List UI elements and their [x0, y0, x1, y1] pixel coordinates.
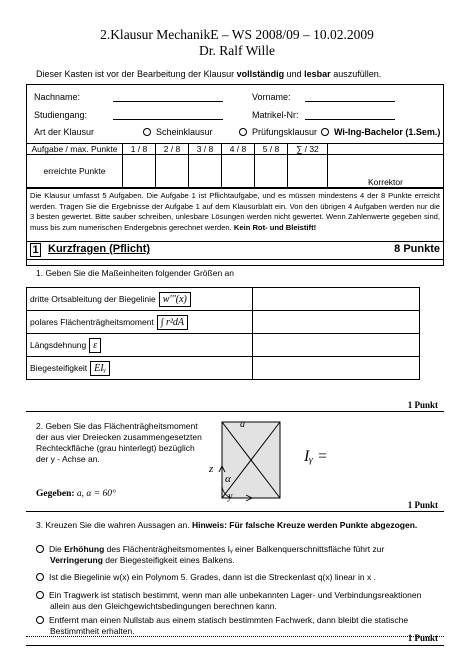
q2-line-4: der y - Achse an. [36, 454, 100, 464]
units-symbol: ∫ r²dA [157, 315, 188, 330]
q3-intro [36, 520, 417, 531]
table-row [27, 334, 420, 357]
q2-points: 1 Punkt [407, 500, 438, 510]
q2-line-2: der aus vier Dreiecken zusammengesetzten [36, 432, 202, 442]
score-row-label: erreichte Punkte [27, 155, 123, 188]
item-text: der Biegesteifigkeit eines Balkens. [102, 555, 235, 565]
score-col-4: 4 / 8 [222, 144, 255, 155]
item-text: Ein Tragwerk ist statisch bestimmt, wenn man alle unbekannten Lager- und Verbindungsreaktionen [49, 590, 422, 600]
q3-intro-text: 3. Kreuzen Sie die wahren Aussagen an. [36, 520, 192, 530]
units-symbol: w'''(x) [159, 292, 191, 307]
option-scheinklausur[interactable] [143, 127, 213, 137]
radio-circle-icon [143, 128, 151, 136]
score-head-label: Aufgabe / max. Punkte [27, 144, 123, 155]
score-col-3: 3 / 8 [189, 144, 222, 155]
units-symbol: ε [89, 338, 101, 353]
q3-item-4-cont: Bestimmtheit erhalten. [50, 626, 135, 636]
q2-line-1: 2. Geben Sie das Flächenträgheitsmoment [36, 421, 198, 431]
units-label: dritte Ortsableitung der Biegelinie [30, 293, 156, 304]
score-cell-1[interactable] [123, 155, 156, 188]
score-cell-sum[interactable] [288, 155, 328, 188]
var-z: z [209, 463, 214, 475]
table-row [27, 288, 420, 311]
q3-hint: Hinweis: Für falsche Kreuze werden Punkte abgezogen. [191, 520, 418, 530]
score-col-sum: ∑ / 32 [288, 144, 328, 155]
q3-item-4[interactable] [36, 615, 408, 626]
item-text: Entfernt man einen Nullstab aus einem statisch bestimmten Fachwerk, dann bleibt die statische [49, 615, 409, 625]
nachname-field[interactable] [113, 93, 223, 102]
q2-figure [200, 414, 320, 510]
vorname-field[interactable] [305, 93, 395, 102]
units-label: Längsdehnung [30, 339, 87, 350]
score-col-1: 1 / 8 [123, 144, 156, 155]
item-text: Ist die Biegelinie w(x) ein Polynom 5. Grades, dann ist die Streckenlast q(x) linear in x . [49, 572, 376, 582]
score-header-row [27, 144, 444, 155]
units-answer-cell[interactable] [253, 288, 420, 311]
option-scheinklausur-label: Scheinklausur [156, 127, 213, 137]
item-text: des Flächenträgheitsmomentes Iᵧ einer Balkenquerschnittsfläche führt zur [104, 544, 385, 554]
option-pruefungsklausur[interactable] [239, 127, 317, 137]
units-label: Biegesteifigkeit [30, 362, 88, 373]
score-points-row [27, 155, 444, 188]
korrektor-cell[interactable]: Korrektor [328, 155, 444, 188]
given-label: Gegeben: [36, 489, 75, 499]
intro-pre: Dieser Kasten ist vor der Bearbeitung der Klausur [36, 69, 237, 79]
exam-rules [30, 191, 440, 233]
item-bold: Verringerung [50, 555, 103, 565]
divider [26, 188, 444, 189]
q1-text: 1. Geben Sie die Maßeinheiten folgender Größen an [36, 268, 234, 278]
var-a: a [240, 419, 245, 430]
units-answer-cell[interactable] [253, 311, 420, 334]
q2-line-3: Rechteckfläche (grau hinterlegt) bezüglich [36, 443, 195, 453]
radio-circle-icon [321, 128, 329, 136]
q3-item-3-cont: allein aus den Gleichgewichtsbedingungen berechnen kann. [50, 601, 277, 611]
intro-bold-2: lesbar [304, 69, 331, 79]
nachname-label: Nachname: [34, 92, 81, 102]
matrikel-label: Matrikel-Nr: [252, 110, 299, 120]
rules-bold-end: Kein Rot- und Bleistift! [233, 222, 317, 232]
var-y: y [228, 491, 233, 502]
q3-points: 1 Punkt [407, 633, 438, 643]
q2-given [36, 489, 116, 500]
units-label-cell [27, 357, 253, 380]
q1-points: 1 Punkt [407, 400, 438, 410]
checkbox-circle-icon[interactable] [36, 573, 44, 581]
intro-post: auszufüllen. [330, 69, 382, 79]
table-row [27, 357, 420, 380]
given-values: a, α = 60° [76, 489, 116, 499]
section-header [26, 241, 444, 260]
section-number: 1 [30, 243, 41, 257]
author: Dr. Ralf Wille [198, 43, 276, 58]
score-col-2: 2 / 8 [156, 144, 189, 155]
section-points: 8 Punkte [394, 243, 440, 255]
score-cell-4[interactable] [222, 155, 255, 188]
studiengang-label: Studiengang: [34, 110, 88, 120]
matrikel-field[interactable] [305, 111, 395, 120]
units-label-cell [27, 288, 253, 311]
checkbox-circle-icon[interactable] [36, 616, 44, 624]
q3-item-2[interactable] [36, 572, 376, 583]
section-title: Kurzfragen (Pflicht) [48, 243, 151, 255]
vorname-label: Vorname: [252, 92, 291, 102]
units-answer-cell[interactable] [253, 357, 420, 380]
q3-item-1[interactable] [36, 544, 384, 555]
score-table [26, 143, 444, 188]
option-pruefungsklausur-label: Prüfungsklausur [252, 127, 318, 137]
q3-item-3[interactable] [36, 590, 421, 601]
score-korrektor-head [328, 144, 444, 155]
units-answer-cell[interactable] [253, 334, 420, 357]
checkbox-circle-icon[interactable] [36, 591, 44, 599]
divider [26, 411, 444, 412]
table-row [27, 311, 420, 334]
intro-mid: und [284, 69, 305, 79]
rules-text: Die Klausur umfasst 5 Aufgaben. Die Aufgabe 1 ist Pflichtaufgabe, und es müssen mindestens 4 der 8 Punkte erreicht werden. Tragen Sie die Ergebnisse der Aufgabe 1 auf dem Klausurblatt ein. Von den übrigen 4 Aufgaben werden nur die 3 besten gewertet. Bitte sauber schreiben, unlesbare Lösungen werden nicht gewertet. Wenn Zahlenwerte gegeben sind, muss bis zum numerischen Endergebnis gerechnet werden. [30, 191, 440, 232]
score-cell-2[interactable] [156, 155, 189, 188]
klausur-art-label: Art der Klausur [34, 127, 95, 137]
units-label-cell [27, 334, 253, 357]
intro-bold-1: vollständig [236, 69, 285, 79]
units-label-cell [27, 311, 253, 334]
option-wi-ing-label: Wi-Ing-Bachelor (1.Sem.) [334, 127, 441, 137]
score-cell-5[interactable] [255, 155, 288, 188]
units-symbol: EIᵧ [90, 361, 110, 376]
var-alpha: α [225, 473, 231, 485]
score-cell-3[interactable] [189, 155, 222, 188]
studiengang-field[interactable] [113, 111, 223, 120]
divider [26, 511, 444, 512]
units-table [26, 287, 420, 380]
option-wi-ing[interactable] [321, 127, 440, 137]
score-col-5: 5 / 8 [255, 144, 288, 155]
q3-item-1-cont [50, 555, 235, 566]
radio-circle-icon [239, 128, 247, 136]
checkbox-circle-icon[interactable] [36, 545, 44, 553]
divider [26, 636, 444, 637]
intro-text [36, 69, 381, 79]
item-bold: Erhöhung [64, 544, 105, 554]
q2-result-label: Iᵧ = [304, 448, 328, 465]
divider [26, 645, 444, 646]
page-title: 2.Klausur MechanikE – WS 2008/09 – 10.02.2009 [100, 27, 374, 42]
item-text: Die [49, 544, 65, 554]
units-label: polares Flächenträgheitsmoment [30, 316, 154, 327]
